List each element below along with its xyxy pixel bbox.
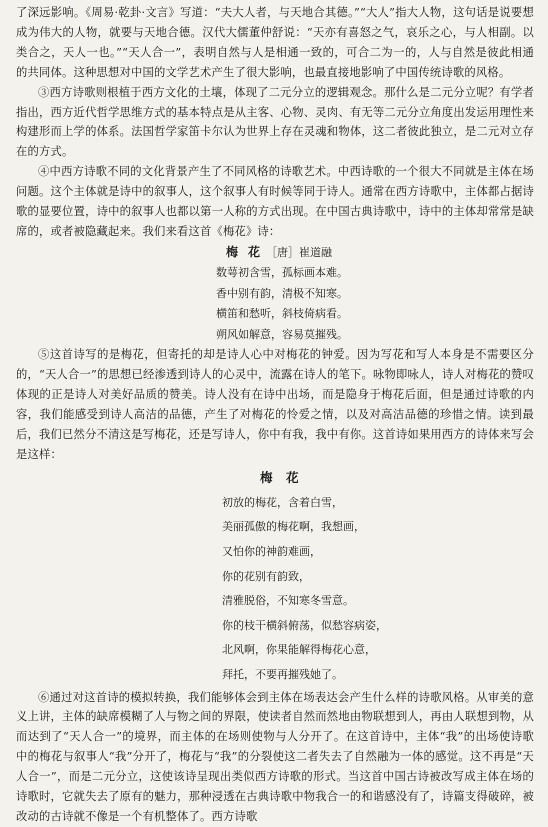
paragraph-2-tail: 了深远影响。《周易·乾卦·文言》写道：“夫大人者，与天地合其德。”“大人”指大人物，这句话是说要想成为伟大的人物，就要与天地合德。汉代大儒董仲舒说：“天亦有喜怒之气，哀乐之心，与人相副。以类合之，天人一也。”“天人合一”，表明自然与人是相通一致的，可合二为一的，人与自然是彼此相通的共同体。这种思想对中国的文学艺术产生了很大影响，也最直接地影响了中国传统诗歌的风格。: [16, 6, 534, 79]
paragraph-3: ③西方诗歌则根植于西方文化的土壤，体现了二元分立的逻辑观念。那什么是二元分立呢？有学者指出，西方近代哲学思维方式的基本特点是从主客、心物、灵肉、有无等二元分立角度出发运用理性来构建形而上学的体系。法国哲学家笛卡尔认为世界上存在灵魂和物体，这二者彼此独立，是二元对立存在的方式。: [16, 85, 534, 159]
poem-line: 你的花别有韵致，: [222, 569, 310, 583]
paragraph-5: ⑤这首诗写的是梅花，但寄托的却是诗人心中对梅花的钟爱。因为写花和写人本身是不需要区分的，“天人合一”的思想已经渗透到诗人的心灵中，流露在诗人的笔下。咏物即咏人，诗人对梅花的赞叹体现的正是诗人对美好品质的赞美。诗人没有在诗中出场，而是隐身于梅花后面，但是通过诗歌的内容，我们能感受到诗人高洁的品德，产生了对梅花的怜爱之情，以及对高洁品德的珍惜之情。读到最后，我们已然分不清这是写梅花，还是写诗人，你中有我，我中有你。这首诗如果用西方的诗体来写会是这样：: [16, 348, 534, 461]
poem-title: [222, 465, 534, 491]
poem-line: 清雅脱俗，不知寒冬雪意。: [222, 594, 354, 608]
paragraph-4: ④中西方诗歌不同的文化背景产生了不同风格的诗歌艺术。中西诗歌的一个很大不同就是主体在场问题。这个主体就是诗中的叙事人，这个叙事人有时候等同于诗人。通常在西方诗歌中，主体都占据诗歌的显要位置，诗中的叙事人也都以第一人称的方式出现。在中国古典诗歌中，诗中的主体却常常是缺席的，或者被隐藏起来。我们来看这首《梅花》诗：: [16, 165, 534, 238]
poem-title: [216, 242, 534, 264]
poem-author: ［唐］崔道融: [266, 245, 333, 259]
poem-line: 朔风如解意，容易莫摧残。: [216, 327, 348, 341]
poem-line: 又怕你的神韵难画，: [222, 545, 321, 558]
poem-line: 拜托，不要再摧残她了。: [222, 667, 343, 681]
poem-title-char-2: 花: [248, 244, 261, 259]
poem-line: 横笛和愁听，斜枝倚病看。: [216, 307, 348, 321]
poem-western-style: [16, 465, 534, 688]
poem-line: 你的枝干横斜俯荡，似愁容病姿，: [222, 618, 387, 632]
poem-line: 香中别有韵，清极不知寒。: [216, 286, 348, 300]
poem-title-char-1: 梅: [226, 244, 239, 259]
poem-line: 美丽孤傲的梅花啊，我想画，: [222, 520, 365, 534]
poem-line: 初放的梅花，含着白雪，: [222, 495, 343, 509]
poem-line: 数萼初含雪，孤标画本难。: [216, 266, 348, 280]
poem-title-char-1: 梅: [260, 469, 273, 485]
poem-title-char-2: 花: [286, 469, 299, 485]
poem-line: 北风啊，你果能解得梅花心意，: [222, 643, 376, 657]
poem-tang: [16, 242, 534, 346]
paragraph-6: ⑥通过对这首诗的模拟转换，我们能够体会到主体在场表达会产生什么样的诗歌风格。从审美的意义上讲，主体的缺席模糊了人与物之间的界限，使读者自然而然地由物联想到人，再由人联想到物，从而达到了“天人合一”的境界，而主体的在场则使物与人分开了。在这首诗中，主体“我”的出场使诗歌中的梅花与叙事人“我”分开了，梅花与“我”的分裂使这二者失去了自然融为一体的感觉。这不再是“天人合一”，而是二元分立，这使该诗呈现出类似西方诗歌的形式。当这首中国古诗被改写成主体在场的诗歌时，它就失去了原有的魅力，那种浸透在古典诗歌中物我合一的和谐感没有了，诗篇支得破碎，被改动的古诗就不像是一个有机整体了。西方诗歌: [16, 690, 534, 823]
